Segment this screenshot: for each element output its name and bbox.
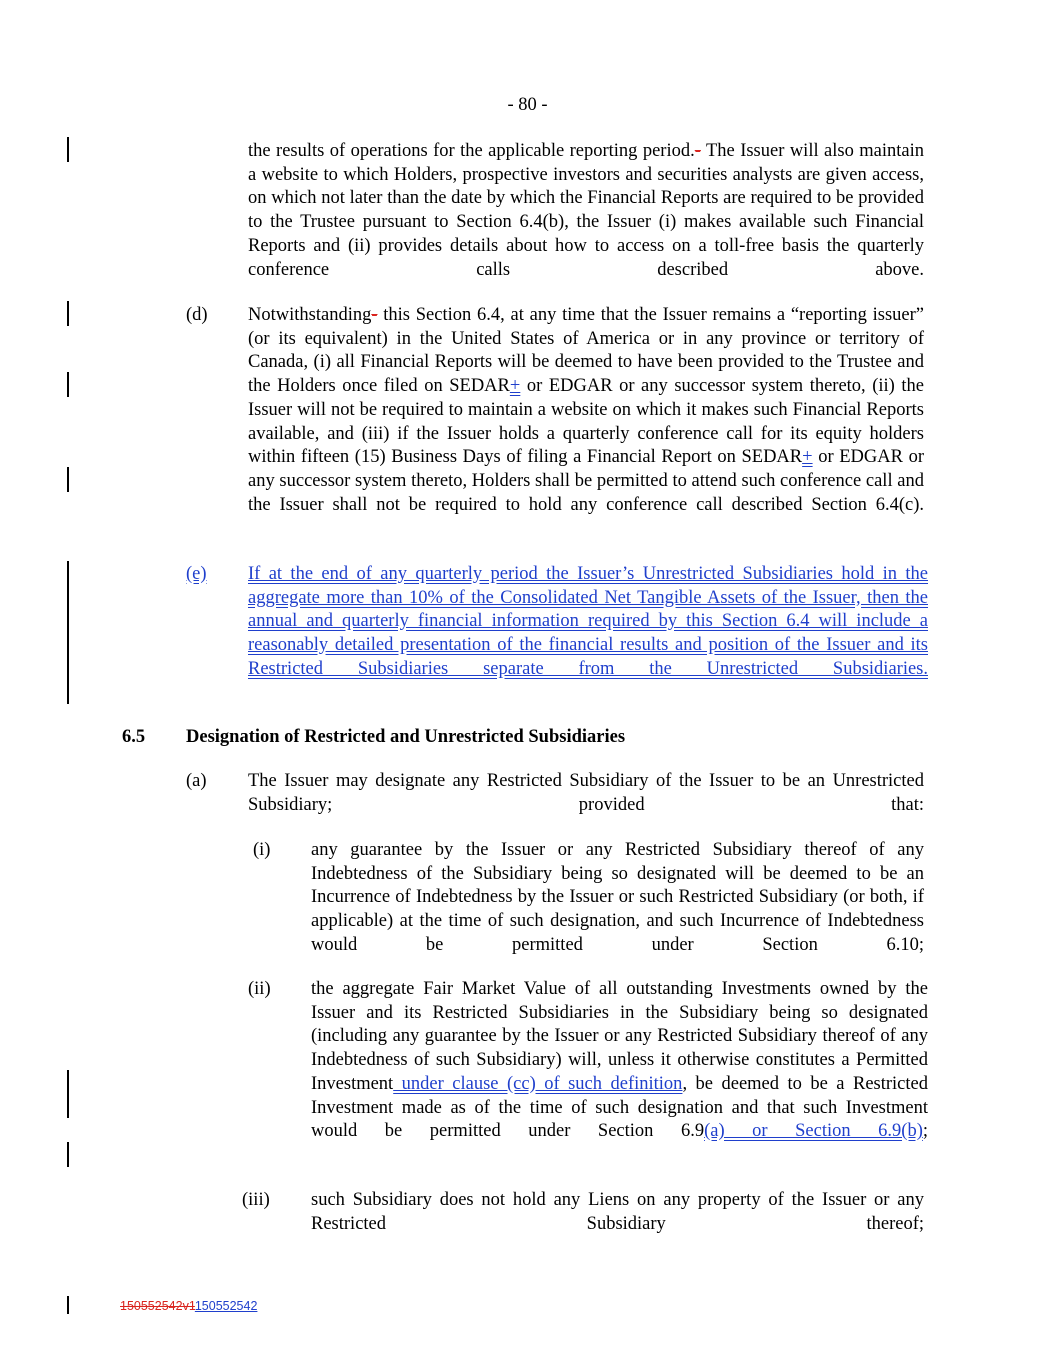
section-number: 6.5: [122, 727, 146, 747]
item-iii: [311, 1189, 924, 1260]
inserted-text: (a) or Section 6.9(b): [704, 1121, 923, 1142]
paragraph-d-label: (d): [186, 305, 208, 325]
page-number: - 80 -: [507, 95, 548, 115]
paragraph-c-continuation: [248, 140, 924, 306]
inserted-text: If at the end of any quarterly period the Issuer’s Unrestricted Subsidiaries hold in the aggregate more than 10% of the Consolidated Net Tangible Assets of the Issuer, then the annual and quarterly financial information required by this Section 6.4 will include a reasonably detailed presentation of the financial results and position of the Issuer and its Restricted Subsidiaries separate from the Unrestricted Subsidiaries.: [248, 564, 928, 679]
inserted-text: +: [802, 447, 813, 468]
item-iii-label: (iii): [242, 1190, 270, 1210]
deleted-text: -: [371, 305, 378, 325]
paragraph-text: or EDGAR or any successor system thereto, Holders shall be permitted to attend such conference call and the Issuer shall not be required to hold any conference call described Section 6.4(c).: [248, 447, 925, 515]
paragraph-text: or EDGAR or any successor system thereto, (ii) the Issuer will not be required to maintain a website on which it makes such Financial Reports available, and (iii) if the Issuer holds a quarterly conference call for its equity holders within fifteen (15) Business Days of filing a Financial Report on SEDAR: [248, 376, 924, 468]
change-bar: [67, 467, 69, 492]
inserted-document-id: 150552542: [194, 1299, 258, 1313]
change-bar: [67, 372, 69, 397]
paragraph-e-label: (e): [186, 564, 207, 584]
paragraph-e: [248, 563, 928, 705]
item-text: ;: [922, 1121, 928, 1142]
change-bar: [67, 561, 69, 704]
paragraph-a-label: (a): [186, 771, 207, 791]
paragraph-text: The Issuer will also maintain a website to which Holders, prospective investors and securities analysts are given access, on which not later than the date by which the Financial Reports are required to be provided to the Trustee pursuant to Section 6.4(b), the Issuer (i) makes available such Financial Reports and (ii) provides details about how to access on a toll-free basis the quarterly conference calls described above.: [248, 141, 924, 280]
section-title: Designation of Restricted and Unrestricted Subsidiaries: [186, 727, 626, 747]
item-i: [311, 839, 924, 981]
item-text: the aggregate Fair Market Value of all outstanding Investments owned by the Issuer and its Restricted Subsidiaries in the Subsidiary being so designated (including any guarantee by the Issuer or any Restricted Subsidiary thereof of any Indebtedness of such Subsidiary) will, unless it otherwise constitutes a Permitted Investment: [311, 979, 928, 1094]
inserted-text: under clause (cc) of such definition: [393, 1073, 683, 1094]
item-text: , be deemed to be a Restricted Investment made as of the time of such designation and that such Investment would be permitted under Section 6.9: [311, 1073, 928, 1142]
change-bar: [67, 137, 69, 162]
item-ii: [311, 978, 928, 1168]
item-text: any guarantee by the Issuer or any Restricted Subsidiary thereof of any Indebtedness of the Subsidiary being so designated will be deemed to be an Incurrence of Indebtedness by the Issuer or such Restricted Subsidiary (or both, if applicable) at the time of such designation, and such Incurrence of Indebtedness would be permitted under Section 6.10;: [311, 840, 924, 955]
change-bar: [67, 1142, 69, 1167]
paragraph-text: the results of operations for the applicable reporting period.: [248, 141, 695, 161]
item-ii-label: (ii): [248, 979, 271, 999]
paragraph-d: [248, 304, 924, 541]
document-id-footer: [120, 1298, 257, 1314]
inserted-text: +: [509, 376, 521, 397]
change-bar: [67, 1070, 69, 1118]
deleted-document-id: 150552542v1: [120, 1299, 195, 1313]
item-text: such Subsidiary does not hold any Liens on any property of the Issuer or any Restricted Subsidiary thereof;: [311, 1190, 924, 1234]
paragraph-text: Notwithstanding: [248, 305, 372, 325]
deleted-text: -: [694, 141, 701, 161]
paragraph-text: this Section 6.4, at any time that the Issuer remains a “reporting issuer” (or its equivalent) in the United States of America or in any province or territory of Canada, (i) all Financial Reports will be deemed to have been provided to the Trustee and the Holders once filed on SEDAR: [248, 305, 924, 397]
paragraph-text: The Issuer may designate any Restricted Subsidiary of the Issuer to be an Unrestricted Subsidiary; provided that:: [248, 771, 924, 815]
paragraph-a: [248, 770, 924, 841]
change-bar: [67, 1296, 69, 1314]
item-i-label: (i): [253, 840, 271, 860]
change-bar: [67, 301, 69, 326]
